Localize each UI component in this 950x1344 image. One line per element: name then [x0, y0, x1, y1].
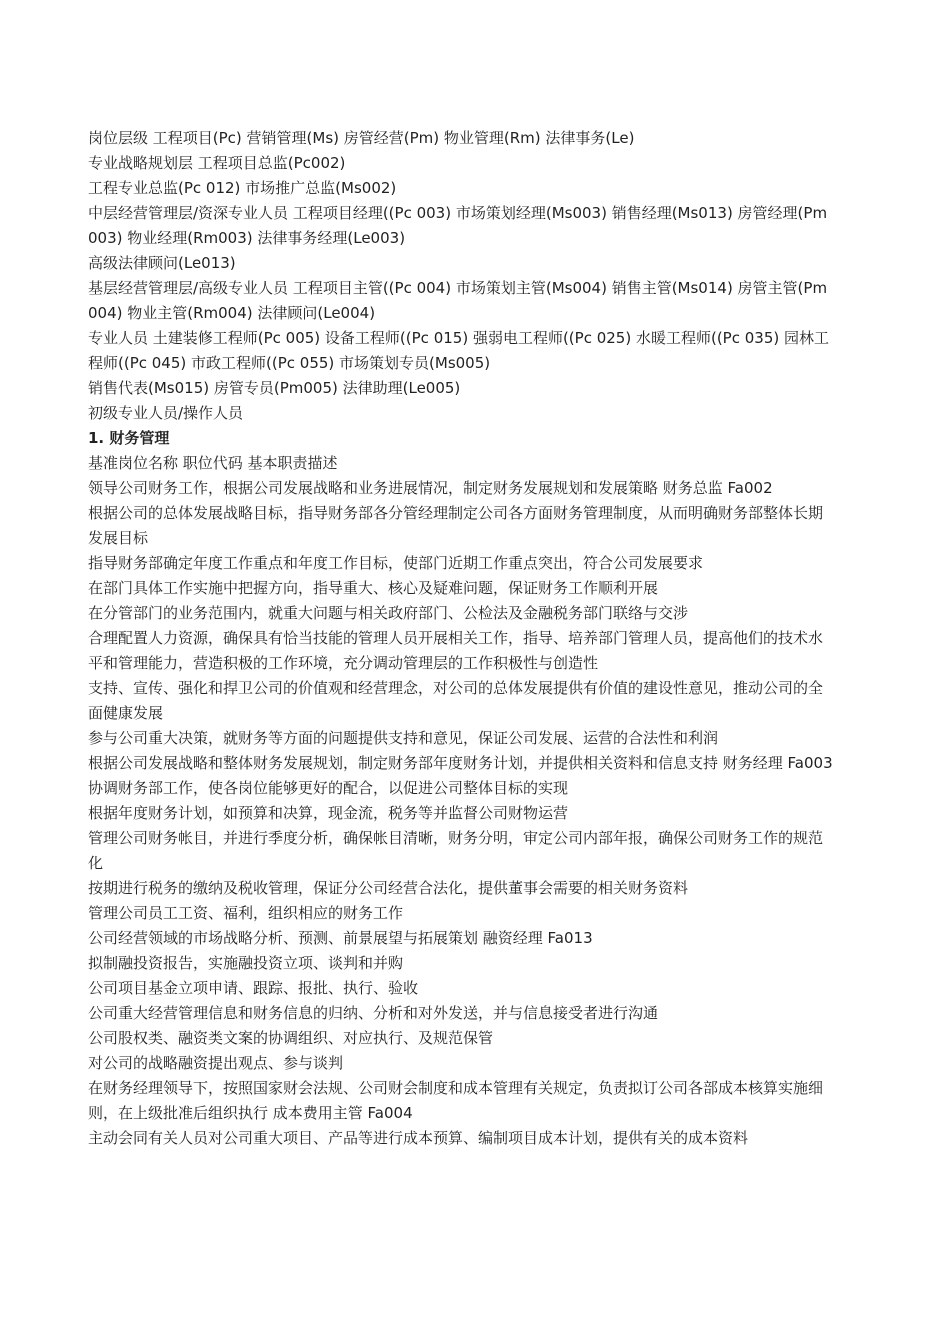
- text-paragraph: 根据年度财务计划，如预算和决算，现金流，税务等并监督公司财物运营: [88, 804, 569, 822]
- text-paragraph: 公司重大经营管理信息和财务信息的归纳、分析和对外发送，并与信息接受者进行沟通: [88, 1004, 659, 1022]
- text-paragraph: 销售代表(Ms015) 房管专员(Pm005) 法律助理(Le005): [88, 379, 461, 397]
- text-paragraph: 高级法律顾问(Le013): [88, 254, 236, 272]
- text-paragraph: 在财务经理领导下，按照国家财会法规、公司财会制度和成本管理有关规定，负责拟订公司各部成本核算实施细则，在上级批准后组织执行 成本费用主管 Fa004: [88, 1079, 824, 1122]
- text-paragraph: 工程专业总监(Pc 012) 市场推广总监(Ms002): [88, 179, 397, 197]
- text-paragraph: 主动会同有关人员对公司重大项目、产品等进行成本预算、编制项目成本计划，提供有关的成本资料: [88, 1129, 749, 1147]
- text-paragraph: 中层经营管理层/资深专业人员 工程项目经理((Pc 003) 市场策划经理(Ms003) 销售经理(Ms013) 房管经理(Pm003) 物业经理(Rm003) 法律事务经理(Le003): [88, 204, 828, 247]
- text-paragraph: 专业战略规划层 工程项目总监(Pc002): [88, 154, 346, 172]
- text-paragraph: 基准岗位名称 职位代码 基本职责描述: [88, 454, 338, 472]
- text-paragraph: 参与公司重大决策，就财务等方面的问题提供支持和意见，保证公司发展、运营的合法性和利润: [88, 729, 719, 747]
- text-paragraph: 指导财务部确定年度工作重点和年度工作目标，使部门近期工作重点突出，符合公司发展要求: [88, 554, 704, 572]
- text-paragraph: 支持、宣传、强化和捍卫公司的价值观和经营理念，对公司的总体发展提供有价值的建设性意见，推动公司的全面健康发展: [88, 679, 824, 722]
- section-heading: 1. 财务管理: [88, 429, 170, 447]
- text-paragraph: 协调财务部工作，使各岗位能够更好的配合，以促进公司整体目标的实现: [88, 779, 569, 797]
- text-paragraph: 在部门具体工作实施中把握方向，指导重大、核心及疑难问题，保证财务工作顺利开展: [88, 579, 659, 597]
- text-paragraph: 管理公司财务帐目，并进行季度分析，确保帐目清晰，财务分明，审定公司内部年报，确保公司财务工作的规范化: [88, 829, 824, 872]
- text-paragraph: 管理公司员工工资、福利，组织相应的财务工作: [88, 904, 404, 922]
- document-body: [88, 126, 836, 1151]
- text-paragraph: 拟制融投资报告，实施融投资立项、谈判和并购: [88, 954, 404, 972]
- text-paragraph: 对公司的战略融资提出观点、参与谈判: [88, 1054, 344, 1072]
- text-paragraph: 领导公司财务工作，根据公司发展战略和业务进展情况，制定财务发展规划和发展策略 财务总监 Fa002: [88, 479, 773, 497]
- text-paragraph: 基层经营管理层/高级专业人员 工程项目主管((Pc 004) 市场策划主管(Ms004) 销售主管(Ms014) 房管主管(Pm004) 物业主管(Rm004) 法律顾问(Le004): [88, 279, 828, 322]
- text-paragraph: 在分管部门的业务范围内，就重大问题与相关政府部门、公检法及金融税务部门联络与交涉: [88, 604, 689, 622]
- text-paragraph: 公司经营领域的市场战略分析、预测、前景展望与拓展策划 融资经理 Fa013: [88, 929, 593, 947]
- text-paragraph: 初级专业人员/操作人员: [88, 404, 244, 422]
- text-paragraph: 按期进行税务的缴纳及税收管理，保证分公司经营合法化，提供董事会需要的相关财务资料: [88, 879, 689, 897]
- text-paragraph: 合理配置人力资源，确保具有恰当技能的管理人员开展相关工作，指导、培养部门管理人员，提高他们的技术水平和管理能力，营造积极的工作环境，充分调动管理层的工作积极性与创造性: [88, 629, 824, 672]
- text-paragraph: 专业人员 土建装修工程师(Pc 005) 设备工程师((Pc 015) 强弱电工程师((Pc 025) 水暖工程师((Pc 035) 园林工程师((Pc 045) 市政工程师((Pc 055) 市场策划专员(Ms005): [88, 329, 829, 372]
- text-paragraph: 根据公司的总体发展战略目标，指导财务部各分管经理制定公司各方面财务管理制度，从而明确财务部整体长期发展目标: [88, 504, 824, 547]
- text-paragraph: 公司股权类、融资类文案的协调组织、对应执行、及规范保管: [88, 1029, 494, 1047]
- text-paragraph: 岗位层级 工程项目(Pc) 营销管理(Ms) 房管经营(Pm) 物业管理(Rm) 法律事务(Le): [88, 129, 635, 147]
- text-paragraph: 公司项目基金立项申请、跟踪、报批、执行、验收: [88, 979, 419, 997]
- text-paragraph: 根据公司发展战略和整体财务发展规划，制定财务部年度财务计划，并提供相关资料和信息支持 财务经理 Fa003: [88, 754, 833, 772]
